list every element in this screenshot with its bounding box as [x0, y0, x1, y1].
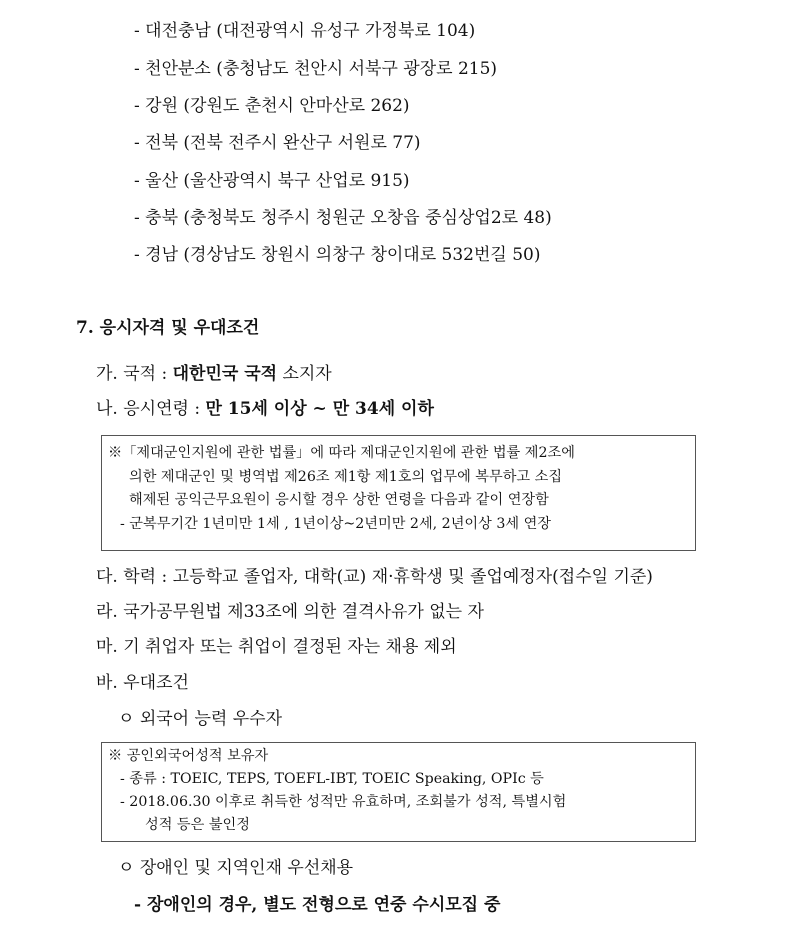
military-note-line: ※「제대군인지원에 관한 법률」에 따라 제대군인지원에 관한 법률 제2조에: [108, 445, 575, 461]
employment-exclusion: 마. 기 취업자 또는 취업이 결정된 자는 채용 제외: [96, 637, 457, 657]
office-list-item: - 천안분소 (충청남도 천안시 서북구 광장로 215): [134, 59, 498, 79]
office-list-item: - 경남 (경상남도 창원시 의창구 창이대로 532번길 50): [134, 245, 541, 265]
age-requirement: [96, 398, 434, 420]
military-note-line: 의한 제대군인 및 병역법 제26조 제1항 제1호의 업무에 복무하고 소집: [129, 468, 563, 485]
preference-item-disabled: ㅇ 장애인 및 지역인재 우선채용: [118, 858, 354, 878]
age-label: 나. 응시연령 :: [96, 399, 206, 419]
nationality-value: 대한민국 국적: [172, 364, 278, 384]
nationality-requirement: [96, 363, 332, 385]
nationality-suffix: 소지자: [277, 364, 332, 384]
nationality-label: 가. 국적 :: [96, 364, 173, 384]
language-note-line: 성적 등은 불인정: [145, 817, 250, 833]
office-list-item: - 울산 (울산광역시 북구 산업로 915): [134, 171, 410, 191]
age-value: 만 15세 이상 ~ 만 34세 이하: [205, 399, 434, 419]
language-note-line: - 2018.06.30 이후로 취득한 성적만 유효하며, 조회불가 성적, 특별시험: [120, 794, 567, 810]
preference-item-language: ㅇ 외국어 능력 우수자: [118, 709, 283, 729]
disqualification-requirement: 라. 국가공무원법 제33조에 의한 결격사유가 없는 자: [96, 602, 484, 622]
office-list-item: - 대전충남 (대전광역시 유성구 가정북로 104): [134, 21, 476, 41]
preference-heading: 바. 우대조건: [96, 673, 189, 693]
language-note-line: - 종류 : TOEIC, TEPS, TOEFL-IBT, TOEIC Speaking, OPIc 등: [120, 771, 544, 787]
office-list-item: - 충북 (충청북도 청주시 청원군 오창읍 중심상업2로 48): [134, 208, 552, 228]
language-note-line: ※ 공인외국어성적 보유자: [108, 748, 269, 764]
military-note-box: [101, 435, 696, 551]
office-list-item: - 강원 (강원도 춘천시 안마산로 262): [134, 96, 410, 116]
military-note-line: 해제된 공익근무요원이 응시할 경우 상한 연령을 다음과 같이 연장함: [129, 492, 549, 509]
military-note-line: - 군복무기간 1년미만 1세 , 1년이상~2년미만 2세, 2년이상 3세 연장: [120, 515, 551, 532]
preference-item-disabled-detail: - 장애인의 경우, 별도 전형으로 연중 수시모집 중: [134, 895, 501, 915]
office-list-item: - 전북 (전북 전주시 완산구 서원로 77): [134, 133, 421, 153]
language-note-box: [101, 742, 696, 842]
section-heading: 7. 응시자격 및 우대조건: [76, 318, 260, 338]
education-requirement: 다. 학력 : 고등학교 졸업자, 대학(교) 재·휴학생 및 졸업예정자(접수일 기준): [96, 567, 653, 587]
